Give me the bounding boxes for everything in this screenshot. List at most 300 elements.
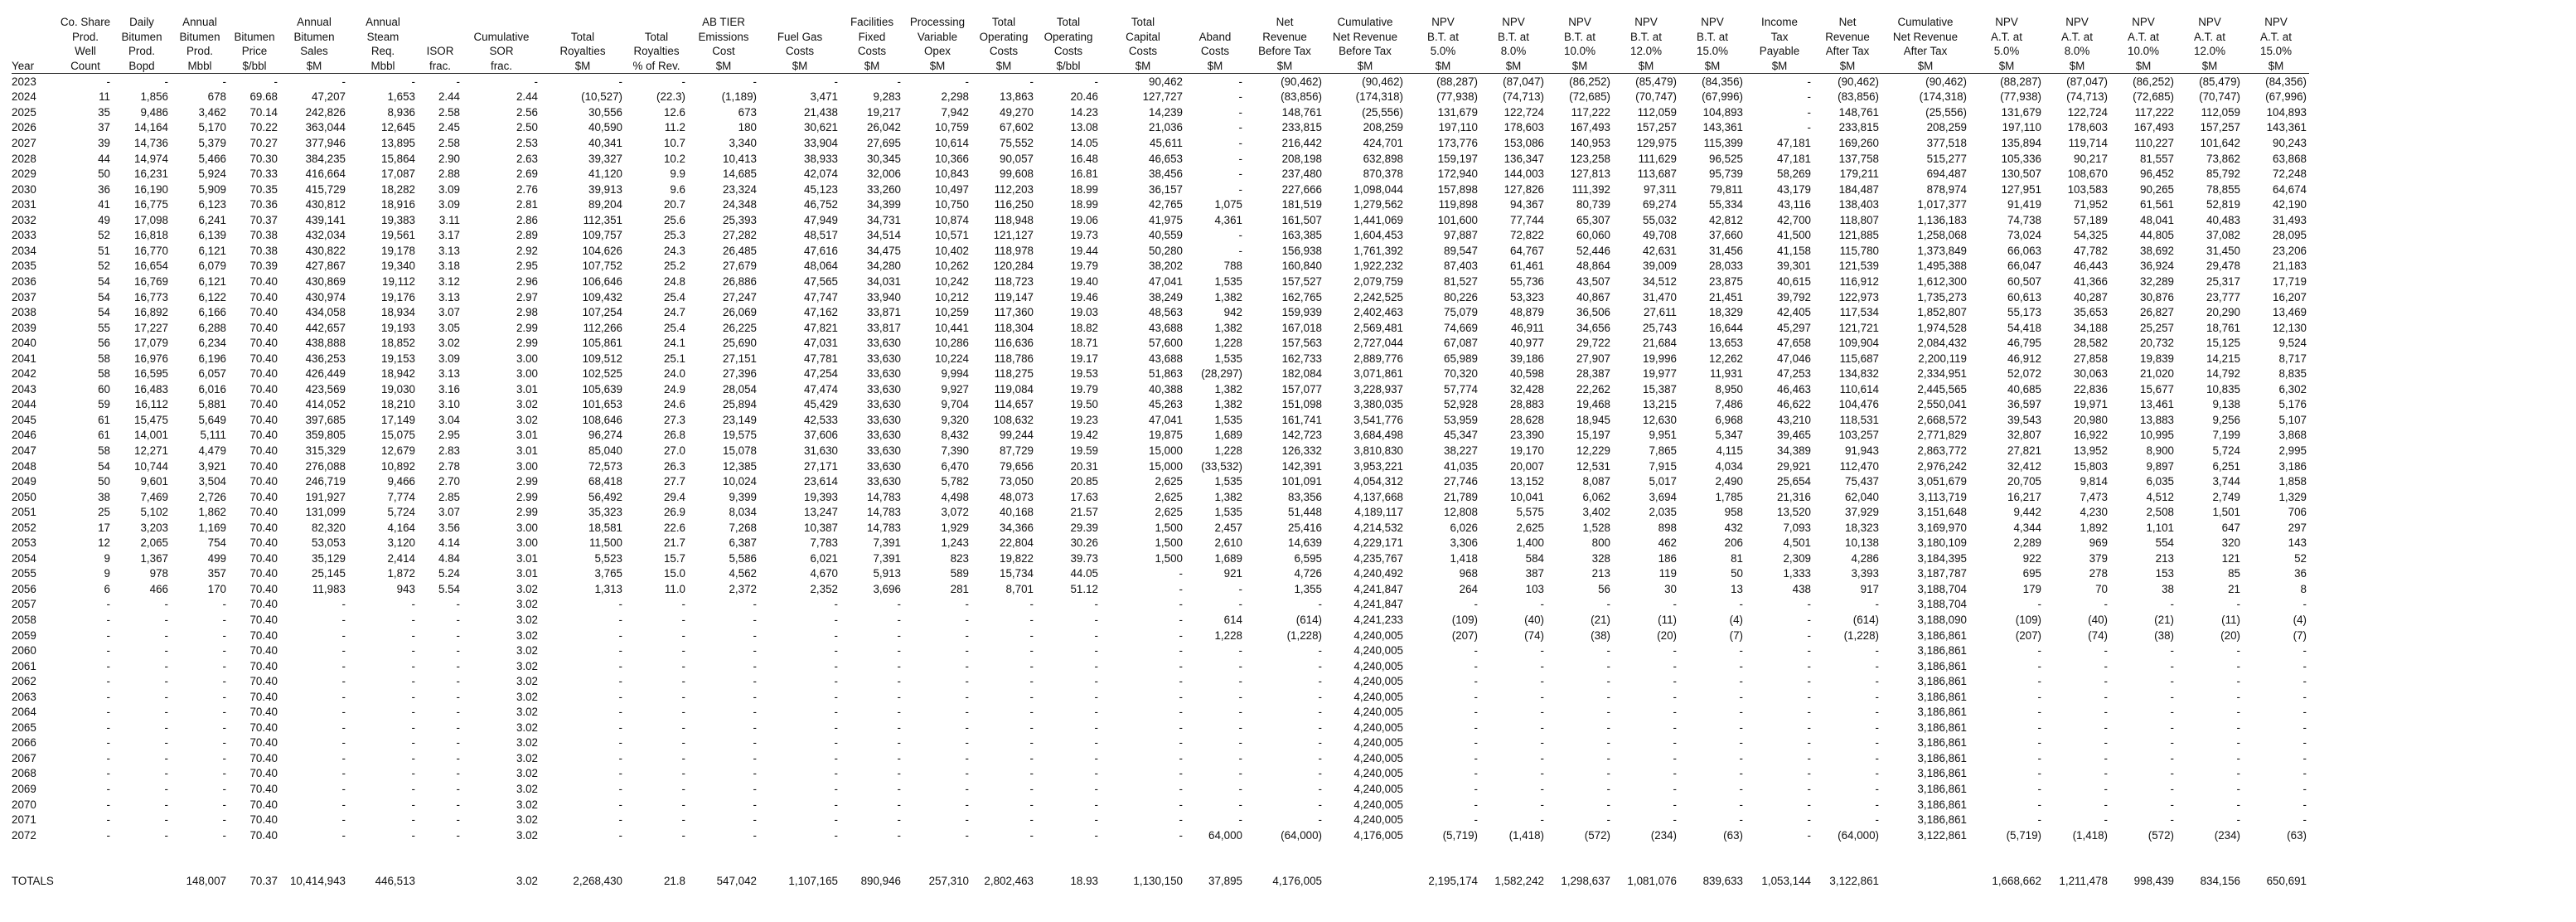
table-cell: -	[222, 813, 226, 827]
table-cell: 47,616	[804, 244, 838, 257]
table-cell: -	[164, 659, 168, 672]
column-header-line: 15.0%	[2260, 45, 2292, 58]
table-cell: -	[2170, 706, 2174, 719]
table-cell: 42,631	[1643, 244, 1677, 257]
table-cell: 208,259	[1363, 121, 1403, 134]
table-cell: 6,241	[198, 213, 226, 226]
table-cell: -	[2104, 813, 2108, 827]
table-cell: -	[1238, 783, 1242, 795]
table-cell: -	[222, 75, 226, 88]
column-header-line: Prod.	[128, 45, 155, 58]
table-cell: -	[106, 721, 110, 734]
table-cell: (10,527)	[581, 90, 622, 104]
table-cell: -	[456, 659, 460, 672]
table-cell: -	[965, 690, 969, 703]
table-cell: -	[618, 644, 622, 658]
table-cell: 1,500	[1155, 536, 1183, 550]
table-cell: 19,217	[867, 105, 901, 119]
table-cell: 19,977	[1643, 367, 1677, 381]
table-cell: (90,462)	[1281, 75, 1322, 88]
table-cell: 19.23	[1070, 413, 1098, 426]
table-cell: -	[965, 706, 969, 719]
table-cell: 10,744	[134, 459, 168, 473]
table-cell: 117,222	[2134, 105, 2174, 119]
table-cell: 227,666	[1281, 182, 1322, 196]
table-cell: 3,684,498	[1353, 429, 1403, 442]
table-cell: 554	[2155, 536, 2174, 550]
column-header-line: Costs	[1053, 45, 1083, 58]
table-cell: 706	[2288, 506, 2307, 519]
table-cell: (74)	[2088, 628, 2108, 642]
table-cell: 52,819	[2206, 198, 2240, 211]
table-cell: 70.40	[249, 367, 278, 381]
table-row	[12, 520, 2309, 536]
table-cell: 19,561	[381, 229, 415, 242]
table-cell: -	[1474, 813, 1478, 827]
table-cell: -	[411, 751, 415, 764]
table-cell: -	[681, 828, 685, 842]
table-cell: 70.40	[249, 429, 278, 442]
table-cell: -	[456, 767, 460, 780]
table-cell: 1,528	[1582, 521, 1610, 534]
table-cell: -	[1807, 767, 1811, 780]
table-cell: 40,977	[1510, 337, 1544, 350]
table-cell: -	[222, 783, 226, 795]
table-cell: 59	[98, 398, 110, 411]
table-cell: 3.12	[438, 274, 460, 288]
table-cell: 3.05	[438, 321, 460, 334]
table-cell: 5,347	[1715, 429, 1743, 442]
table-cell: -	[1807, 90, 1811, 104]
table-cell: (7)	[2293, 628, 2307, 642]
table-cell: -	[341, 828, 346, 842]
table-cell: 61	[98, 429, 110, 442]
column-header-line: Tax	[1770, 30, 1789, 43]
table-cell: 3,180,109	[1917, 536, 1967, 550]
year-cell: 2066	[12, 736, 36, 750]
table-cell: 26,827	[2140, 306, 2174, 319]
table-cell: 1,382	[1214, 321, 1242, 334]
table-cell: 95,739	[1709, 167, 1743, 181]
table-cell: -	[618, 75, 622, 88]
column-header-line: Price	[241, 45, 268, 58]
table-cell: 430,869	[305, 274, 346, 288]
table-cell: 70.40	[249, 767, 278, 780]
table-cell: -	[681, 75, 685, 88]
table-cell: -	[2302, 813, 2307, 827]
table-cell: 1,329	[2278, 490, 2307, 503]
totals-cell: 446,513	[375, 874, 415, 887]
table-cell: 16.81	[1070, 167, 1098, 181]
table-cell: 4,240,005	[1353, 690, 1403, 703]
table-cell: 647	[2221, 521, 2240, 534]
table-cell: 15,677	[2140, 382, 2174, 395]
table-cell: -	[1179, 675, 1183, 688]
table-cell: 25.2	[663, 260, 685, 273]
table-cell: 4,240,005	[1353, 767, 1403, 780]
column-header	[280, 15, 348, 74]
table-cell: -	[753, 690, 757, 703]
table-cell: 52,072	[2007, 367, 2041, 381]
table-cell: 70.22	[249, 121, 278, 134]
table-cell: 35,129	[312, 551, 346, 565]
table-cell: 30,556	[588, 105, 622, 119]
column-header-line: B.T. at	[1697, 30, 1728, 43]
table-cell: 121	[2221, 551, 2240, 565]
table-cell: 153,086	[1503, 137, 1544, 150]
column-header-line: Royalties	[633, 45, 680, 58]
table-cell: 112,266	[583, 321, 622, 334]
column-header-line: Year	[12, 59, 35, 72]
year-cell: 2029	[12, 167, 36, 181]
table-cell: 2.83	[438, 444, 460, 457]
table-cell: -	[2302, 767, 2307, 780]
table-cell: 1,872	[387, 567, 415, 580]
table-cell: 3.01	[516, 551, 538, 565]
column-header	[1969, 15, 2044, 74]
totals-cell: 4,176,005	[1272, 874, 1322, 887]
table-cell: 18,282	[381, 182, 415, 196]
table-cell: (20)	[2220, 628, 2240, 642]
table-cell: 54	[98, 290, 110, 303]
column-header-line: Total	[1131, 16, 1155, 28]
table-cell: (572)	[2147, 828, 2174, 842]
table-cell: 99,244	[1000, 429, 1034, 442]
table-cell: 10,242	[935, 274, 969, 288]
table-cell: -	[1318, 706, 1322, 719]
table-cell: 34,366	[1000, 521, 1034, 534]
table-cell: 52	[98, 260, 110, 273]
table-cell: 121,885	[1838, 229, 1879, 242]
table-cell: 119,714	[2068, 137, 2108, 150]
table-cell: -	[1094, 659, 1098, 672]
table-cell: 14,639	[1288, 536, 1322, 550]
column-header-line: Operating	[979, 30, 1029, 43]
table-cell: 127,826	[1503, 182, 1544, 196]
table-footer	[12, 873, 2309, 890]
table-cell: 2,490	[1715, 475, 1743, 488]
table-cell: 19.40	[1070, 274, 1098, 288]
table-cell: -	[1318, 675, 1322, 688]
table-cell: 3,184,395	[1917, 551, 1967, 565]
table-cell: 25,317	[2206, 274, 2240, 288]
table-cell: 3.16	[438, 382, 460, 395]
table-cell: 206	[1724, 536, 1743, 550]
table-cell: -	[1474, 798, 1478, 811]
table-cell: 3,113,719	[1918, 490, 1967, 503]
table-cell: 39,465	[1777, 429, 1811, 442]
table-row	[12, 505, 2309, 521]
table-cell: -	[222, 736, 226, 750]
table-cell: 70.40	[249, 828, 278, 842]
table-cell: 53,053	[312, 536, 346, 550]
table-cell: 2,727,044	[1353, 337, 1403, 350]
table-cell: -	[834, 706, 838, 719]
table-cell: 40,598	[1510, 367, 1544, 381]
table-cell: 104,626	[582, 244, 622, 257]
table-cell: 36,157	[1149, 182, 1183, 196]
table-cell: 17.63	[1070, 490, 1098, 503]
table-cell: (72,685)	[2133, 90, 2174, 104]
table-cell: (67,996)	[2265, 90, 2307, 104]
table-cell: 22,836	[2074, 382, 2108, 395]
table-cell: -	[753, 783, 757, 795]
table-cell: 3.17	[438, 229, 460, 242]
table-cell: 43,688	[1149, 352, 1183, 365]
table-cell: (63)	[1723, 828, 1743, 842]
year-cell: 2063	[12, 690, 36, 703]
table-cell: -	[1094, 598, 1098, 611]
table-cell: 27,396	[723, 367, 757, 381]
table-row	[12, 735, 2309, 751]
totals-cell: 890,946	[860, 874, 901, 887]
column-header-line: Net	[1276, 16, 1294, 28]
table-cell: (90,462)	[1925, 75, 1967, 88]
table-cell: 5.54	[438, 582, 460, 595]
table-cell: -	[222, 828, 226, 842]
column-header-line: $M	[792, 59, 808, 72]
table-cell: -	[2302, 721, 2307, 734]
table-cell: 173,776	[1437, 137, 1478, 150]
table-cell: 26.9	[663, 506, 685, 519]
table-row	[12, 151, 2309, 167]
table-cell: 143,361	[1702, 121, 1743, 134]
year-cell: 2053	[12, 536, 36, 550]
table-cell: -	[681, 690, 685, 703]
table-cell: 36	[2294, 567, 2307, 580]
table-row	[12, 658, 2309, 674]
table-cell: 35	[98, 105, 110, 119]
table-cell: 16,207	[2273, 290, 2307, 303]
table-cell: -	[411, 659, 415, 672]
table-cell: 80,226	[1444, 290, 1478, 303]
table-cell: 1,612,300	[1917, 274, 1967, 288]
table-cell: 21,684	[1643, 337, 1677, 350]
table-cell: 9,927	[941, 382, 969, 395]
year-cell: 2030	[12, 182, 36, 196]
table-cell: 118,531	[1839, 413, 1879, 426]
column-header-line: Prod.	[186, 45, 213, 58]
table-cell: 70.40	[249, 536, 278, 550]
table-cell: 3.02	[516, 690, 538, 703]
table-cell: 55,173	[2007, 306, 2041, 319]
table-cell: 37,082	[2206, 229, 2240, 242]
table-cell: 3.02	[438, 337, 460, 350]
table-cell: 13	[1731, 582, 1743, 595]
table-cell: 1,228	[1214, 337, 1242, 350]
table-cell: 1,858	[2278, 475, 2307, 488]
table-cell: 6,122	[198, 290, 226, 303]
table-cell: (20)	[1657, 628, 1677, 642]
table-cell: 70.40	[249, 628, 278, 642]
table-cell: -	[1238, 721, 1242, 734]
table-cell: 3.09	[438, 352, 460, 365]
table-cell: 13,461	[2140, 398, 2174, 411]
table-cell: 39,913	[588, 182, 622, 196]
column-header-line: A.T. at	[2194, 30, 2225, 43]
table-cell: 101,091	[1281, 475, 1322, 488]
table-row	[12, 74, 2309, 90]
table-cell: 24.1	[663, 337, 685, 350]
table-cell: (22.3)	[656, 90, 685, 104]
table-cell: 9,283	[873, 90, 901, 104]
table-cell: -	[2236, 767, 2240, 780]
table-cell: 14,974	[134, 152, 168, 165]
table-cell: 108,646	[582, 413, 622, 426]
table-cell: 7,469	[140, 490, 168, 503]
table-cell: (11)	[1658, 613, 1677, 626]
table-cell: -	[1540, 736, 1544, 750]
table-cell: -	[1318, 783, 1322, 795]
table-cell: (83,856)	[1281, 90, 1322, 104]
table-cell: 6	[104, 582, 110, 595]
table-cell: -	[2302, 690, 2307, 703]
year-cell: 2034	[12, 244, 36, 257]
table-cell: -	[1606, 751, 1610, 764]
table-cell: 81	[1731, 551, 1743, 565]
table-cell: 73,024	[2007, 229, 2041, 242]
table-cell: (4)	[1729, 613, 1743, 626]
table-cell: 3.02	[516, 783, 538, 795]
table-cell: 9	[104, 551, 110, 565]
table-cell: -	[411, 675, 415, 688]
table-cell: -	[164, 75, 168, 88]
table-cell: -	[618, 675, 622, 688]
table-cell: 104,893	[2266, 105, 2307, 119]
table-cell: 11,983	[312, 582, 346, 595]
table-cell: 3,051,679	[1917, 475, 1967, 488]
column-header	[171, 15, 229, 74]
table-cell: 7,915	[1649, 459, 1677, 473]
table-cell: 30	[1664, 582, 1677, 595]
table-cell: -	[106, 736, 110, 750]
table-cell: (88,287)	[1436, 75, 1478, 88]
table-cell: 47,821	[804, 321, 838, 334]
table-cell: (85,479)	[1635, 75, 1677, 88]
table-cell: 8,717	[2278, 352, 2307, 365]
table-cell: -	[1540, 644, 1544, 658]
table-cell: 23,777	[2206, 290, 2240, 303]
table-cell: 20,732	[2140, 337, 2174, 350]
table-cell: (25,556)	[1362, 105, 1403, 119]
table-cell: 2,079,759	[1353, 274, 1403, 288]
table-cell: 3.01	[516, 429, 538, 442]
table-cell: 426,449	[305, 367, 346, 381]
table-cell: 15,475	[134, 413, 168, 426]
table-cell: 31,470	[1643, 290, 1677, 303]
totals-cell: 1,668,662	[1992, 874, 2041, 887]
table-cell: -	[897, 644, 901, 658]
table-cell: 16,818	[134, 229, 168, 242]
table-cell: 13,520	[1777, 506, 1811, 519]
table-cell: -	[681, 598, 685, 611]
table-cell: 82,320	[312, 521, 346, 534]
table-cell: 9.6	[670, 182, 685, 196]
column-header-line: Cost	[712, 45, 735, 58]
table-cell: 424,701	[1363, 137, 1403, 150]
table-cell: 118,807	[1839, 213, 1879, 226]
table-cell: 427,867	[305, 260, 346, 273]
table-cell: -	[1673, 721, 1677, 734]
table-cell: 119	[1658, 567, 1677, 580]
year-cell: 2037	[12, 290, 36, 303]
table-cell: 34,731	[867, 213, 901, 226]
column-header-line: A.T. at	[2128, 30, 2159, 43]
table-cell: 4,240,005	[1353, 751, 1403, 764]
table-cell: 23,614	[804, 475, 838, 488]
table-cell: 21,316	[1777, 490, 1811, 503]
table-cell: 1,974,528	[1917, 321, 1967, 334]
table-cell: 39,327	[588, 152, 622, 165]
column-header-line: A.T. at	[2260, 30, 2292, 43]
table-cell: 9,138	[2212, 398, 2240, 411]
year-cell: 2039	[12, 321, 36, 334]
table-cell: 97,311	[1644, 182, 1677, 196]
table-cell: 47,041	[1149, 413, 1183, 426]
table-cell: -	[456, 736, 460, 750]
column-header-line: Bitumen	[179, 30, 220, 43]
table-cell: 1,862	[198, 506, 226, 519]
table-cell: -	[2236, 798, 2240, 811]
table-cell: -	[1474, 675, 1478, 688]
table-cell: -	[411, 828, 415, 842]
table-cell: -	[1606, 798, 1610, 811]
table-cell: 12	[98, 536, 110, 550]
column-header	[1613, 15, 1679, 74]
column-header-line: $M	[2268, 59, 2284, 72]
table-cell: 48,879	[1510, 306, 1544, 319]
table-cell: 118,275	[994, 367, 1034, 381]
table-cell: -	[1807, 121, 1811, 134]
table-cell: -	[1094, 767, 1098, 780]
table-cell: 1,382	[1214, 290, 1242, 303]
year-cell: 2025	[12, 105, 36, 119]
table-cell: -	[164, 598, 168, 611]
table-cell: 4,240,005	[1353, 644, 1403, 658]
table-cell: -	[753, 736, 757, 750]
table-cell: 13,469	[2273, 306, 2307, 319]
table-cell: 10,212	[935, 290, 969, 303]
table-cell: -	[164, 644, 168, 658]
table-cell: 137,758	[1838, 152, 1879, 165]
table-cell: 70.40	[249, 736, 278, 750]
table-cell: 23,390	[1510, 429, 1544, 442]
table-cell: 6,470	[941, 459, 969, 473]
table-cell: 16,483	[134, 382, 168, 395]
table-cell: -	[965, 783, 969, 795]
table-cell: 9.9	[670, 167, 685, 181]
column-header-line: Before Tax	[1339, 45, 1392, 58]
table-cell: 17,719	[2273, 274, 2307, 288]
table-cell: -	[1238, 229, 1242, 242]
table-cell: 37	[98, 121, 110, 134]
table-cell: 105,336	[2001, 152, 2041, 165]
totals-cell: 1,582,242	[1494, 874, 1544, 887]
table-cell: 19.59	[1070, 444, 1098, 457]
table-cell: 5,924	[198, 167, 226, 181]
table-cell: 2,457	[1214, 521, 1242, 534]
table-cell: (74)	[1524, 628, 1544, 642]
table-cell: 4.84	[438, 551, 460, 565]
table-cell: 19,839	[2140, 352, 2174, 365]
column-header-line: Costs	[857, 45, 887, 58]
table-cell: 7,473	[2080, 490, 2108, 503]
table-cell: 17,098	[134, 213, 168, 226]
table-cell: -	[1238, 659, 1242, 672]
table-cell: 12,229	[1576, 444, 1610, 457]
table-cell: 15,075	[381, 429, 415, 442]
table-cell: 52,928	[1444, 398, 1478, 411]
